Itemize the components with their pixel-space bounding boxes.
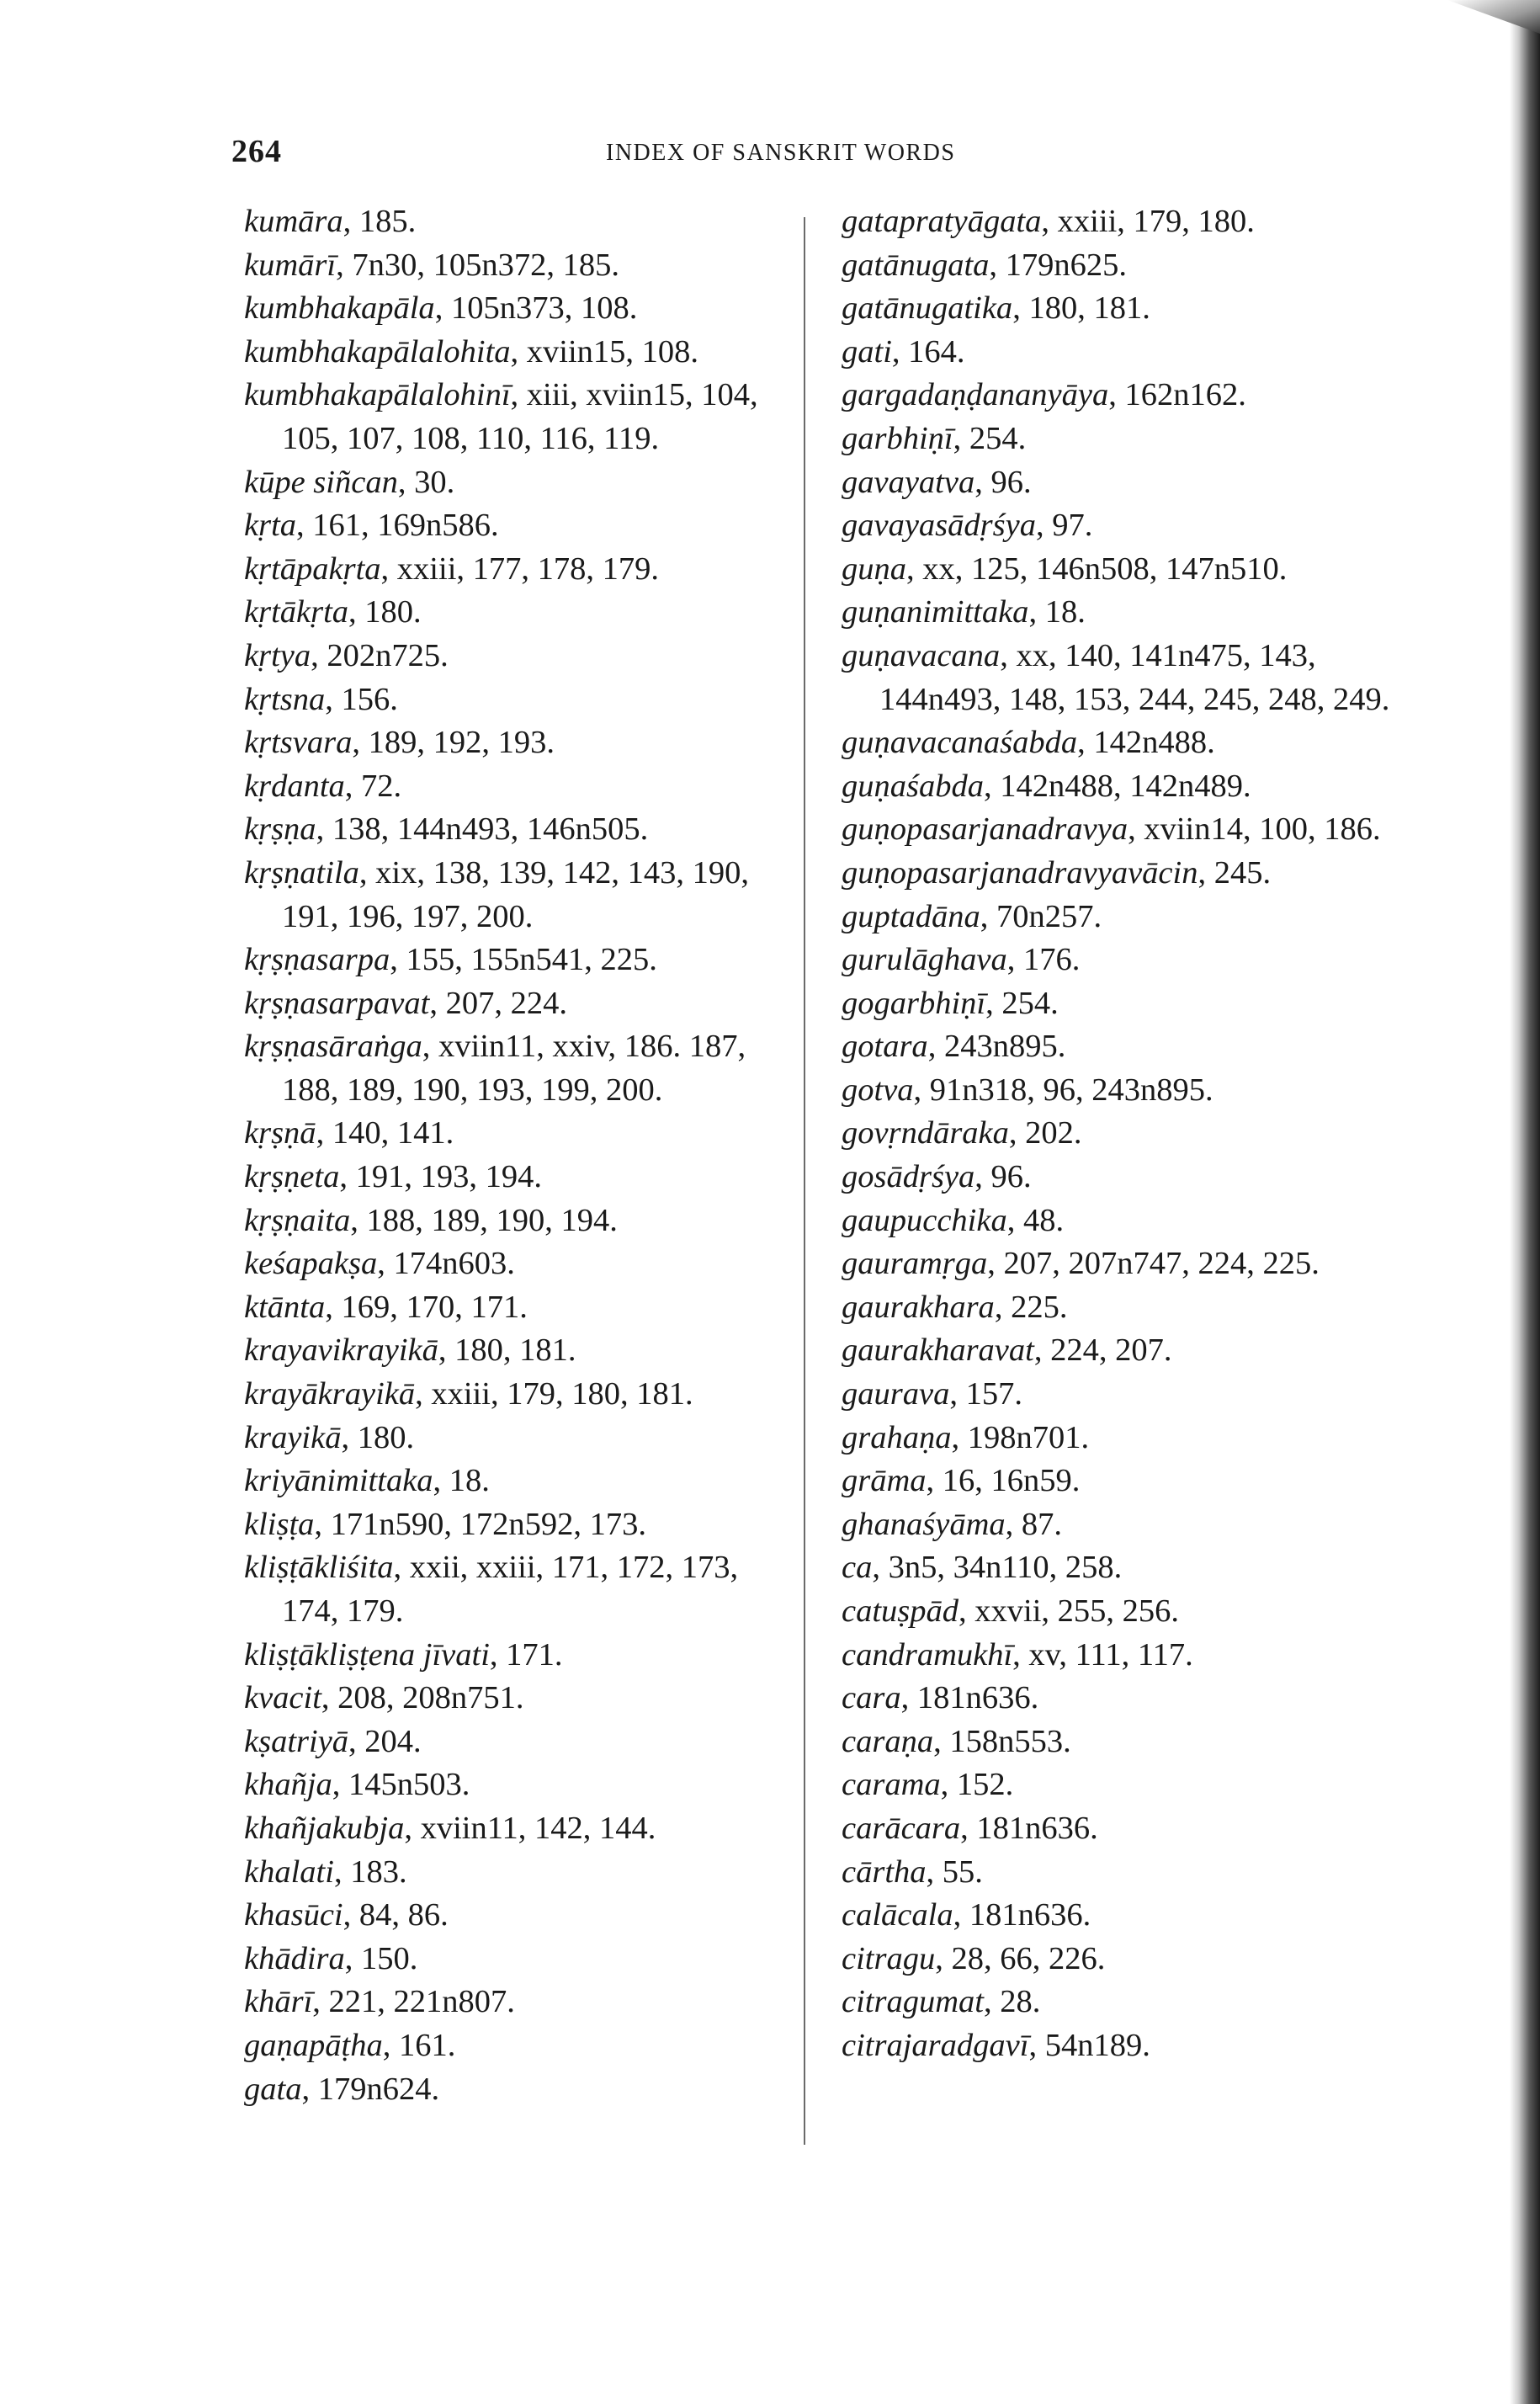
page-references: , xxvii, 255, 256.	[959, 1593, 1180, 1629]
index-entry	[842, 1199, 1422, 1243]
index-entry	[244, 374, 799, 460]
headword: gatapratyāgata	[842, 204, 1042, 239]
index-entry	[244, 852, 799, 939]
index-entry	[842, 331, 1422, 375]
page-references: , 202.	[1008, 1115, 1082, 1151]
page-references: , 18.	[433, 1463, 490, 1499]
page-references: , 155, 155n541, 225.	[390, 942, 657, 978]
page-references: , xviin14, 100, 186.	[1128, 811, 1381, 848]
headword: gotva	[842, 1072, 914, 1108]
index-entry	[244, 1242, 799, 1286]
index-entry	[244, 504, 799, 548]
index-entry	[244, 1677, 799, 1721]
running-title: INDEX OF SANSKRIT WORDS	[606, 140, 956, 166]
headword: grahaṇa	[842, 1419, 952, 1455]
index-entry	[244, 591, 799, 635]
headword: kṛṣṇasarpavat	[244, 985, 430, 1021]
headword: citrajaradgavī	[842, 2027, 1029, 2063]
headword: gavayasādṛśya	[842, 508, 1036, 544]
page-references: , 96.	[974, 1159, 1032, 1195]
headword: kṛṣṇa	[244, 811, 316, 848]
headword: guṇopasarjanadravya	[842, 811, 1128, 848]
page-references: , 188, 189, 190, 194.	[350, 1202, 618, 1238]
index-entry	[842, 1069, 1422, 1113]
page-references: , 3n5, 34n110, 258.	[872, 1550, 1123, 1586]
headword: caraṇa	[842, 1723, 934, 1759]
index-entry	[244, 678, 799, 722]
index-entry	[244, 765, 799, 809]
headword: carācara	[842, 1810, 961, 1846]
index-entry	[244, 1938, 799, 1981]
index-entry	[842, 939, 1422, 982]
index-entry	[244, 721, 799, 765]
index-entry	[244, 1460, 799, 1503]
headword: kumbhakapālalohita	[244, 333, 511, 370]
page-references: , xviin11, 142, 144.	[404, 1810, 656, 1846]
headword: kṛdanta	[244, 768, 345, 804]
page-references: , 164.	[891, 333, 965, 370]
headword: gaurava	[842, 1376, 950, 1412]
index-entry	[842, 1112, 1422, 1156]
index-entry	[842, 461, 1422, 505]
headword: khādira	[244, 1940, 345, 1976]
column-divider	[804, 217, 805, 2145]
headword: kumbhakapāla	[244, 290, 435, 327]
page-references: , xv, 111, 117.	[1012, 1636, 1193, 1673]
page-references: , 224, 207.	[1033, 1332, 1172, 1369]
page-references: , xix, 138, 139, 142, 143, 190, 191, 196, 197, 200.	[282, 854, 749, 934]
headword: gaṇapāṭha	[244, 2027, 383, 2063]
index-entry	[842, 287, 1422, 331]
headword: krayavikrayikā	[244, 1332, 438, 1369]
page-references: , 174n603.	[377, 1246, 515, 1282]
index-entry	[842, 852, 1422, 896]
page-references: , 208, 208n751.	[321, 1680, 524, 1716]
page-references: , 245.	[1197, 854, 1272, 891]
page-references: , 189, 192, 193.	[352, 725, 555, 761]
index-entry	[842, 1417, 1422, 1460]
index-entry	[244, 1721, 799, 1764]
headword: kliṣṭākliṣṭena jīvati	[244, 1636, 490, 1673]
index-entry	[842, 1938, 1422, 1981]
headword: gatānugatika	[842, 290, 1013, 327]
page-references: , 225.	[994, 1289, 1068, 1325]
index-entry	[842, 1763, 1422, 1807]
page-references: , 145n503.	[332, 1767, 470, 1803]
page-references: , 191, 193, 194.	[339, 1159, 542, 1195]
page-references: , 54n189.	[1028, 2027, 1150, 2063]
headword: gurulāghava	[842, 942, 1007, 978]
headword: kṛṣṇatila	[244, 854, 359, 891]
page-references: , 91n318, 96, 243n895.	[913, 1072, 1213, 1108]
headword: gaurakharavat	[842, 1332, 1034, 1369]
left-index-column	[244, 200, 799, 2111]
headword: kumbhakapālalohinī	[244, 377, 511, 413]
headword: khalati	[244, 1854, 334, 1890]
headword: kumārī	[244, 247, 337, 283]
index-entry	[842, 1156, 1422, 1199]
page-references: , 183.	[333, 1854, 407, 1890]
index-entry	[244, 548, 799, 592]
headword: gauramṛga	[842, 1246, 988, 1282]
page-references: , 152.	[940, 1767, 1014, 1803]
headword: guṇaśabda	[842, 768, 984, 804]
index-entry	[244, 2024, 799, 2068]
index-entry	[244, 200, 799, 244]
page-references: , 179n624.	[301, 2071, 440, 2107]
page-references: , 207, 224.	[429, 985, 567, 1021]
headword: carama	[842, 1767, 941, 1803]
index-entry	[244, 635, 799, 678]
index-entry	[244, 1981, 799, 2024]
page-number: 264	[231, 134, 282, 169]
page-references: , 158n553.	[933, 1723, 1071, 1759]
page-references: , 7n30, 105n372, 185.	[336, 247, 619, 283]
headword: kūpe siñcan	[244, 464, 398, 500]
headword: citragumat	[842, 1984, 984, 2020]
headword: kṛṣṇasarpa	[244, 942, 390, 978]
headword: guṇa	[842, 550, 906, 587]
index-entry	[244, 1199, 799, 1243]
index-entry	[842, 548, 1422, 592]
headword: gaurakhara	[842, 1289, 995, 1325]
page-references: , xx, 125, 146n508, 147n510.	[906, 550, 1288, 587]
page-references: , 142n488, 142n489.	[983, 768, 1251, 804]
index-entry	[842, 2024, 1422, 2068]
page-references: , 105n373, 108.	[434, 290, 638, 327]
index-entry	[842, 1503, 1422, 1547]
headword: gogarbhiṇī	[842, 985, 986, 1021]
page-references: , 169, 170, 171.	[325, 1289, 528, 1325]
page-references: , 181n636.	[900, 1680, 1039, 1716]
headword: keśapakṣa	[244, 1246, 378, 1282]
page-references: , 97.	[1035, 508, 1093, 544]
index-entry	[842, 1677, 1422, 1721]
headword: gatānugata	[842, 247, 990, 283]
index-entry	[842, 1981, 1422, 2024]
right-index-column	[842, 200, 1422, 2068]
page-references: , 179n625.	[989, 247, 1128, 283]
headword: krayākrayikā	[244, 1376, 416, 1412]
page-references: , 198n701.	[951, 1419, 1090, 1455]
index-entry	[842, 418, 1422, 461]
headword: gosādṛśya	[842, 1159, 975, 1195]
index-entry	[244, 1417, 799, 1460]
headword: kṛta	[244, 508, 297, 544]
page-references: , 202n725.	[311, 637, 449, 673]
headword: khasūci	[244, 1897, 343, 1933]
index-entry	[842, 244, 1422, 288]
headword: citragu	[842, 1940, 936, 1976]
page-references: , xiii, xviin15, 104, 105, 107, 108, 110, 116, 119.	[282, 377, 758, 456]
page-references: , 181n636.	[960, 1810, 1098, 1846]
page-references: , 171n590, 172n592, 173.	[314, 1506, 647, 1542]
page-references: , 138, 144n493, 146n505.	[316, 811, 649, 848]
index-entry	[842, 1721, 1422, 1764]
headword: gati	[842, 333, 892, 370]
headword: kṛtsvara	[244, 725, 353, 761]
headword: candramukhī	[842, 1636, 1013, 1673]
index-entry	[842, 1894, 1422, 1938]
index-entry	[244, 1112, 799, 1156]
page-references: , 156.	[325, 681, 398, 717]
headword: guṇavacanaśabda	[842, 725, 1078, 761]
index-entry	[842, 1373, 1422, 1417]
headword: gargadaṇḍananyāya	[842, 377, 1109, 413]
index-entry	[842, 1242, 1422, 1286]
headword: gata	[244, 2071, 302, 2107]
headword: kliṣṭākliśita	[244, 1550, 394, 1586]
index-entry	[244, 1329, 799, 1373]
index-entry	[842, 1329, 1422, 1373]
page-references: , 28, 66, 226.	[935, 1940, 1106, 1976]
index-entry	[244, 244, 799, 288]
book-binding-edge	[1510, 0, 1540, 2404]
headword: khañjakubja	[244, 1810, 405, 1846]
index-entry	[842, 635, 1422, 721]
headword: kliṣṭa	[244, 1506, 315, 1542]
page-references: , 185.	[343, 204, 417, 239]
index-entry	[244, 808, 799, 852]
index-entry	[842, 896, 1422, 939]
index-entry	[842, 721, 1422, 765]
headword: cārtha	[842, 1854, 927, 1890]
page-references: , 207, 207n747, 224, 225.	[987, 1246, 1320, 1282]
index-entry	[244, 1894, 799, 1938]
index-entry	[842, 1590, 1422, 1634]
page-references: , xviin11, xxiv, 186. 187, 188, 189, 190, 193, 199, 200.	[282, 1029, 746, 1108]
index-entry	[842, 765, 1422, 809]
page-references: , xxii, xxiii, 171, 172, 173, 174, 179.	[282, 1550, 739, 1629]
index-entry	[842, 1460, 1422, 1503]
headword: kṛṣṇā	[244, 1115, 316, 1151]
index-entry	[244, 331, 799, 375]
headword: ktānta	[244, 1289, 326, 1325]
index-entry	[842, 200, 1422, 244]
page-corner-shadow	[1447, 0, 1540, 34]
index-entry	[244, 1286, 799, 1330]
headword: khārī	[244, 1984, 313, 2020]
headword: kṛṣṇasāraṅga	[244, 1029, 422, 1065]
headword: khañja	[244, 1767, 332, 1803]
headword: kumāra	[244, 204, 343, 239]
page-references: , 161.	[382, 2027, 456, 2063]
headword: ghanaśyāma	[842, 1506, 1006, 1542]
index-entry	[842, 982, 1422, 1026]
headword: kriyānimittaka	[244, 1463, 433, 1499]
headword: guṇavacana	[842, 637, 1001, 673]
headword: ca	[842, 1550, 873, 1586]
headword: kṛṣṇeta	[244, 1159, 340, 1195]
page-references: , 30.	[397, 464, 455, 500]
headword: gavayatva	[842, 464, 975, 500]
page-references: , 180.	[348, 594, 422, 630]
page-references: , 181n636.	[953, 1897, 1091, 1933]
page-references: , 162n162.	[1108, 377, 1246, 413]
index-entry	[842, 591, 1422, 635]
page-references: , 180, 181.	[1012, 290, 1150, 327]
headword: kṛtāpakṛta	[244, 550, 381, 587]
headword: govṛndāraka	[842, 1115, 1009, 1151]
headword: catuṣpād	[842, 1593, 959, 1629]
headword: kṛtsna	[244, 681, 326, 717]
headword: kṛtya	[244, 637, 311, 673]
page-references: , xx, 140, 141n475, 143, 144n493, 148, 153, 244, 245, 248, 249.	[879, 637, 1390, 717]
page-references: , 28.	[983, 1984, 1041, 2020]
headword: krayikā	[244, 1419, 342, 1455]
index-entry	[244, 1763, 799, 1807]
page-references: , 254.	[953, 420, 1027, 456]
index-entry	[244, 982, 799, 1026]
page-references: , 48.	[1006, 1202, 1065, 1238]
index-entry	[244, 1156, 799, 1199]
page-references: , 157.	[949, 1376, 1022, 1412]
index-entry	[244, 1503, 799, 1547]
page-references: , 161, 169n586.	[296, 508, 499, 544]
page-references: , 72.	[344, 768, 402, 804]
page-references: , 84, 86.	[343, 1897, 449, 1933]
index-entry	[244, 1546, 799, 1633]
headword: gaupucchika	[842, 1202, 1007, 1238]
index-entry	[244, 1807, 799, 1851]
headword: kṛṣṇaita	[244, 1202, 351, 1238]
page-references: , 18.	[1028, 594, 1086, 630]
page-references: , 140, 141.	[316, 1115, 454, 1151]
page-references: , 180, 181.	[438, 1332, 576, 1369]
page-references: , 254.	[985, 985, 1059, 1021]
headword: guṇanimittaka	[842, 594, 1029, 630]
index-entry	[842, 1807, 1422, 1851]
index-entry	[244, 461, 799, 505]
page-references: , 180.	[341, 1419, 415, 1455]
page-references: , 96.	[974, 464, 1032, 500]
page-references: , 87.	[1005, 1506, 1062, 1542]
headword: guptadāna	[842, 898, 980, 934]
index-entry	[842, 1851, 1422, 1895]
index-entry	[244, 1025, 799, 1112]
headword: garbhiṇī	[842, 420, 953, 456]
index-entry	[244, 939, 799, 982]
index-entry	[244, 1373, 799, 1417]
headword: kṛtākṛta	[244, 594, 349, 630]
page-references: , 243n895.	[927, 1029, 1066, 1065]
headword: kṣatriyā	[244, 1723, 349, 1759]
index-entry	[842, 1546, 1422, 1590]
page-references: , xviin15, 108.	[510, 333, 699, 370]
page-references: , xxiii, 179, 180.	[1041, 204, 1255, 239]
page-references: , 70n257.	[980, 898, 1102, 934]
headword: cara	[842, 1680, 901, 1716]
page-references: , 204.	[348, 1723, 422, 1759]
index-entry	[842, 808, 1422, 852]
page-references: , 16, 16n59.	[926, 1463, 1081, 1499]
index-entry	[842, 374, 1422, 418]
index-entry	[244, 287, 799, 331]
page-references: , 55.	[926, 1854, 983, 1890]
index-entry	[842, 1634, 1422, 1678]
index-entry	[244, 1634, 799, 1678]
index-entry	[244, 2068, 799, 2112]
page-references: , 221, 221n807.	[312, 1984, 515, 2020]
index-entry	[244, 1851, 799, 1895]
index-entry	[842, 1286, 1422, 1330]
index-entry	[842, 1025, 1422, 1069]
headword: grāma	[842, 1463, 927, 1499]
headword: kvacit	[244, 1680, 321, 1716]
page-references: , 150.	[344, 1940, 418, 1976]
headword: calācala	[842, 1897, 953, 1933]
headword: guṇopasarjanadravyavācin	[842, 854, 1198, 891]
page-references: , xxiii, 177, 178, 179.	[380, 550, 660, 587]
page-references: , 142n488.	[1077, 725, 1215, 761]
headword: gotara	[842, 1029, 928, 1065]
page-references: , 171.	[489, 1636, 563, 1673]
index-entry	[842, 504, 1422, 548]
page-references: , xxiii, 179, 180, 181.	[415, 1376, 693, 1412]
page-references: , 176.	[1006, 942, 1081, 978]
